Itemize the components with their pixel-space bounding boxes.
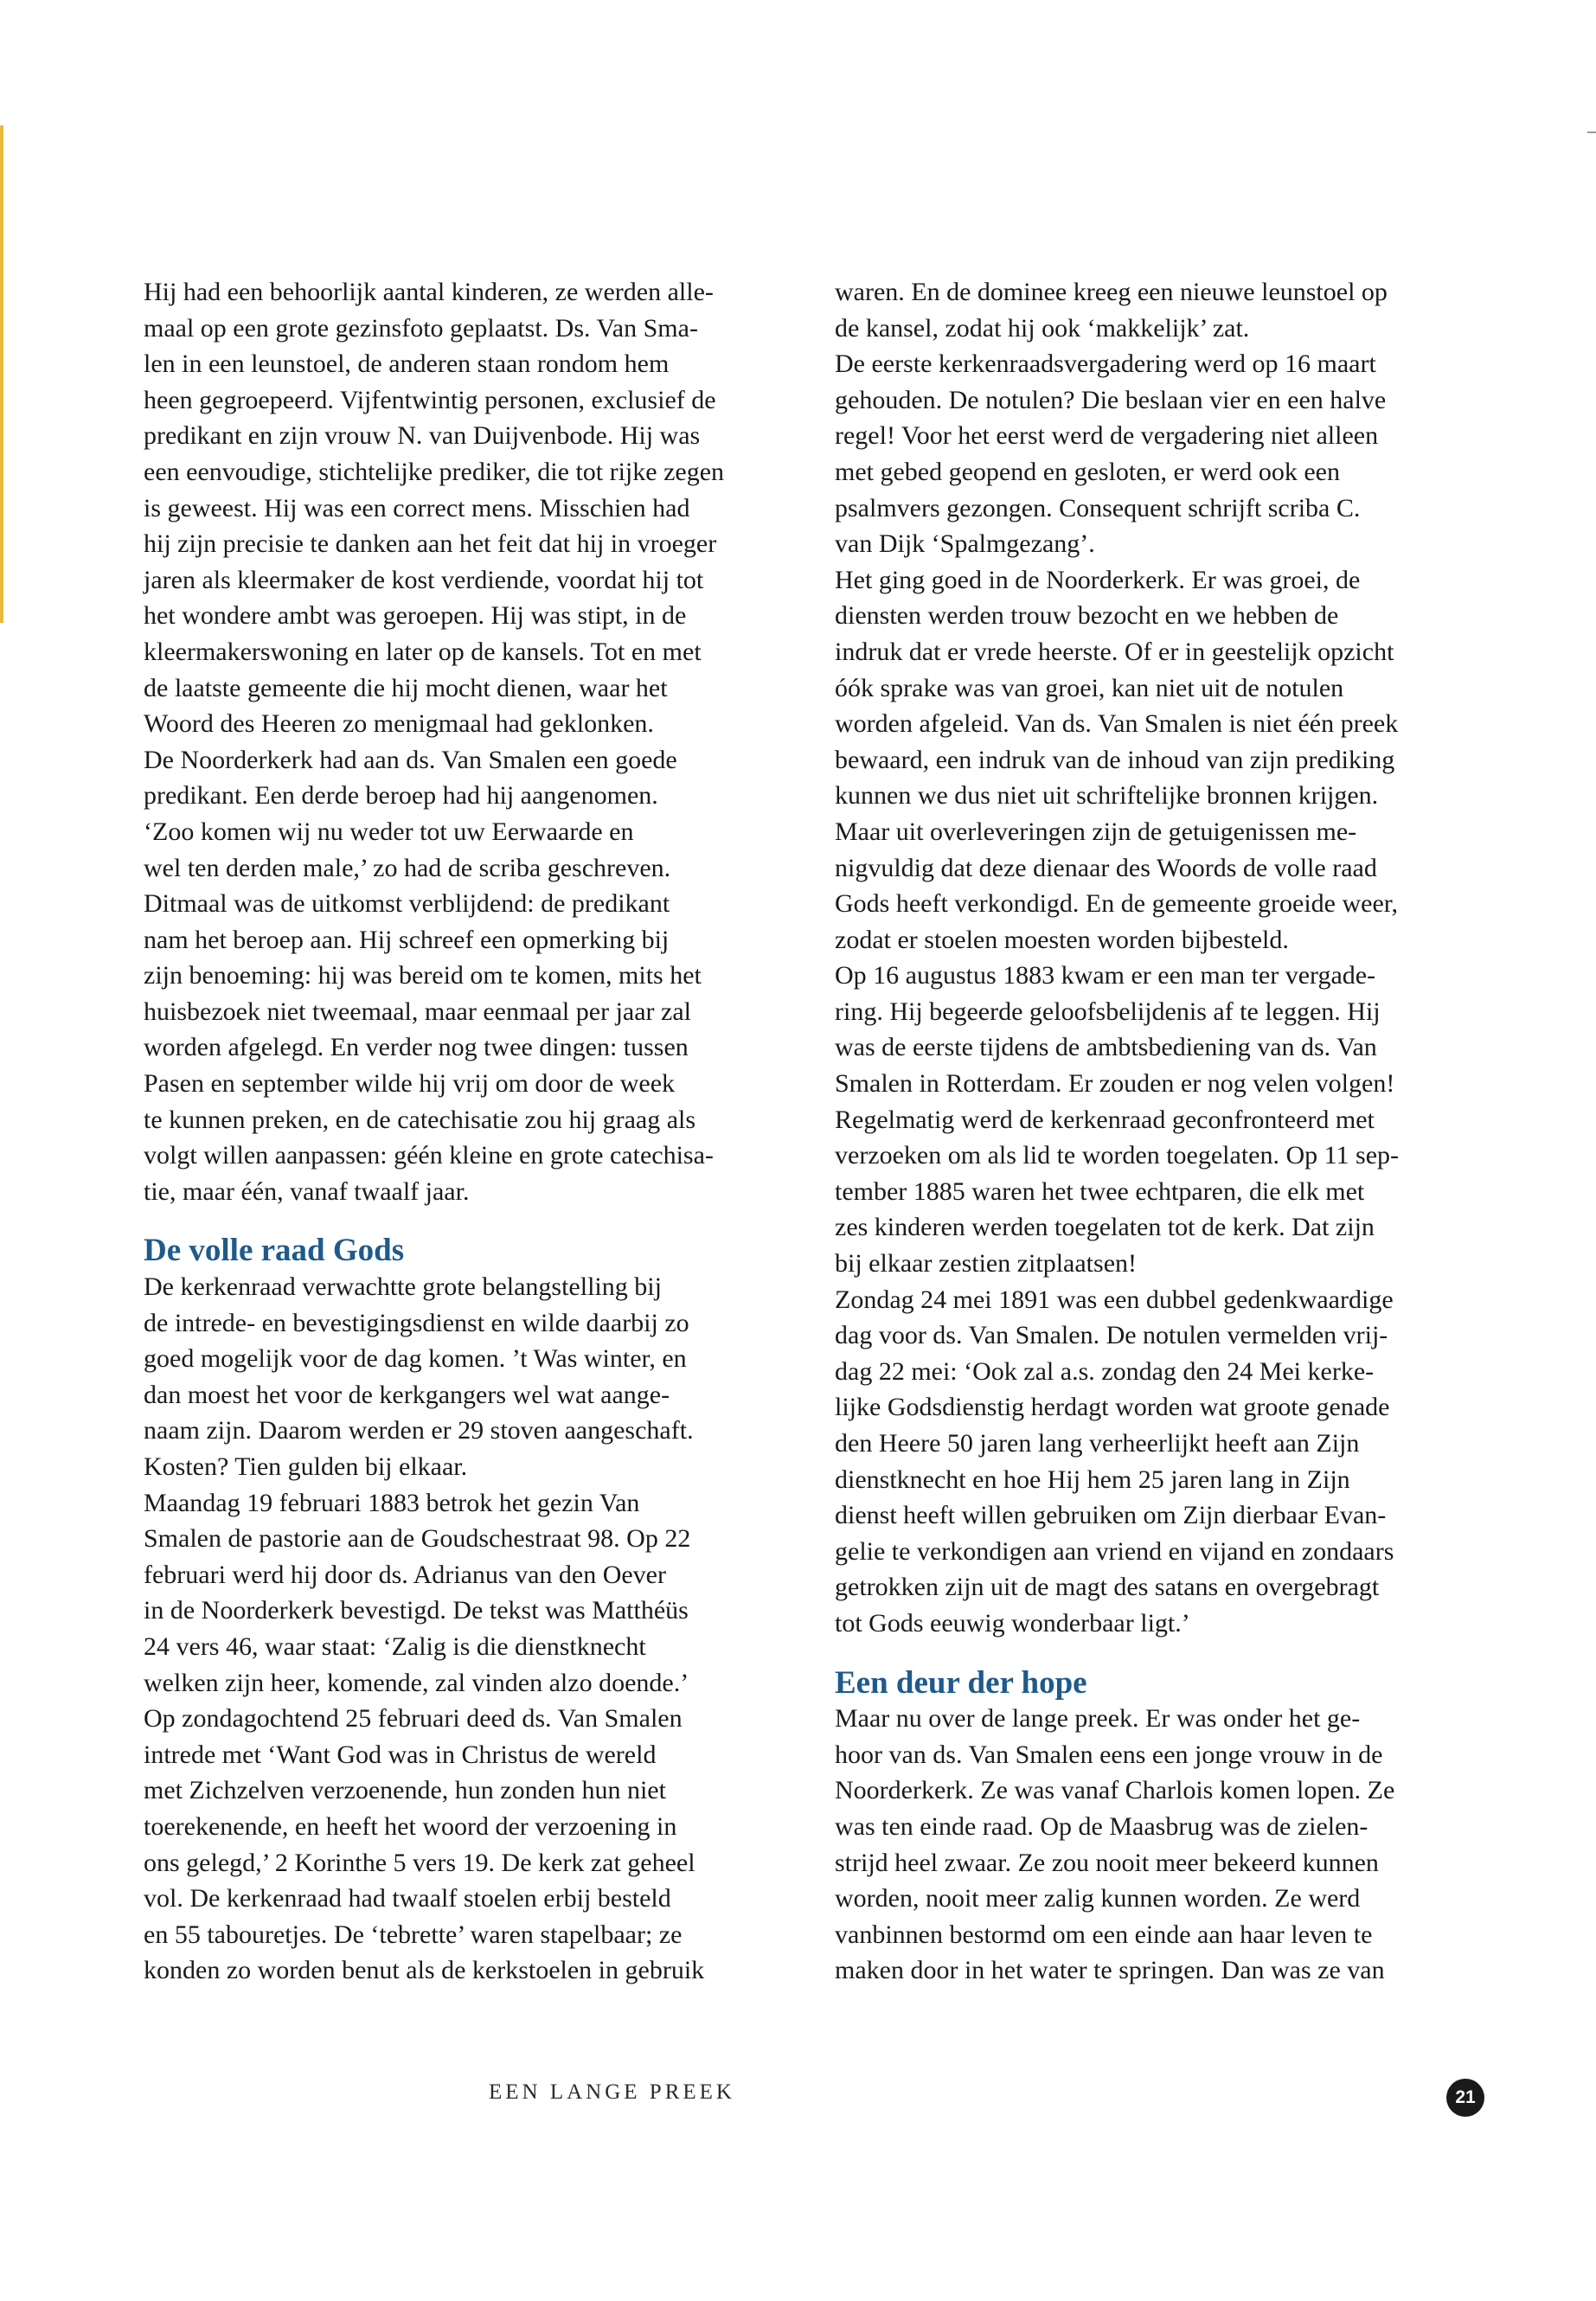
text-line: dag voor ds. Van Smalen. De notulen vermelden vrij- [835,1321,1388,1350]
text-line: was ten einde raad. Op de Maasbrug was de zielen- [835,1811,1368,1841]
text-line: jaren als kleermaker de kost verdiende, voordat hij tot [144,565,704,594]
text-line: Woord des Heeren zo menigmaal had geklonken. [144,709,654,739]
text-line: dienst heeft willen gebruiken om Zijn dierbaar Evan- [835,1501,1387,1530]
text-line: goed mogelijk voor de dag komen. ’t Was winter, en [144,1344,687,1374]
text-line: worden afgelegd. En verder nog twee dingen: tussen [144,1033,689,1062]
text-line: worden afgeleid. Van ds. Van Smalen is niet één preek [835,709,1399,739]
text-line: hoor van ds. Van Smalen eens een jonge vrouw in de [835,1740,1383,1769]
right-block-2 [835,1701,1492,1989]
text-line: len in een leunstoel, de anderen staan rondom hem [144,349,670,379]
text-line: volgt willen aanpassen: géén kleine en grote catechisa- [144,1141,714,1170]
text-line: óók sprake was van groei, kan niet uit de notulen [835,673,1344,702]
text-line: Gods heeft verkondigd. En de gemeente groeide weer, [835,889,1399,919]
text-line: maal op een grote gezinsfoto geplaatst. Ds. Van Sma- [144,313,698,343]
section-heading-deur-der-hope: Een deur der hope [835,1664,1087,1701]
text-line: welken zijn heer, komende, zal vinden alzo doende.’ [144,1668,689,1697]
text-line: dag 22 mei: ‘Ook zal a.s. zondag den 24 Mei kerke- [835,1356,1375,1386]
text-line: Smalen in Rotterdam. Er zouden er nog velen volgen! [835,1069,1395,1099]
text-line: van Dijk ‘Spalmgezang’. [835,529,1095,559]
text-line: ons gelegd,’ 2 Korinthe 5 vers 19. De kerk zat geheel [144,1848,695,1877]
text-line: zijn benoeming: hij was bereid om te komen, mits het [144,961,702,990]
text-line: Hij had een behoorlijk aantal kinderen, ze werden alle- [144,278,714,306]
text-line: zodat er stoelen moesten worden bijbesteld. [835,925,1289,954]
text-line: de laatste gemeente die hij mocht dienen, waar het [144,673,668,702]
text-line: lijke Godsdienstig herdagt worden wat groote genade [835,1393,1390,1422]
text-line: een eenvoudige, stichtelijke prediker, die tot rijke zegen [144,457,725,486]
text-line: en 55 tabouretjes. De ‘tebrette’ waren stapelbaar; ze [144,1920,683,1949]
text-line: tember 1885 waren het twee echtparen, die elk met [835,1176,1365,1206]
text-line: worden, nooit meer zalig kunnen worden. Ze werd [835,1884,1361,1913]
text-line: ring. Hij begeerde geloofsbelijdenis af te leggen. Hij [835,997,1381,1026]
running-footer-title: EEN LANGE PREEK [489,2080,735,2104]
text-line: toerekenende, en heeft het woord der verzoening in [144,1811,677,1841]
text-line: De Noorderkerk had aan ds. Van Smalen een goede [144,745,677,774]
text-line: te kunnen preken, en de catechisatie zou hij graag als [144,1105,696,1134]
text-line: dienstknecht en hoe Hij hem 25 jaren lang in Zijn [835,1465,1350,1494]
text-line: februari werd hij door ds. Adrianus van den Oever [144,1560,666,1589]
left-column [144,274,801,1989]
left-block-1 [144,274,801,1209]
text-line: het wondere ambt was geroepen. Hij was stipt, in de [144,601,687,631]
text-line: maken door in het water te springen. Dan was ze van [835,1956,1385,1985]
text-line: Op 16 augustus 1883 kwam er een man ter vergade- [835,961,1376,990]
right-column [835,274,1492,1989]
text-line: konden zo worden benut als de kerkstoelen in gebruik [144,1956,705,1985]
crop-mark [1587,131,1596,133]
text-line: De eerste kerkenraadsvergadering werd op 16 maart [835,349,1376,379]
text-line: de intrede- en bevestigingsdienst en wilde daarbij zo [144,1308,689,1337]
text-line: Pasen en september wilde hij vrij om door de week [144,1069,676,1099]
text-line: Regelmatig werd de kerkenraad geconfronteerd met [835,1105,1375,1134]
text-line: in de Noorderkerk bevestigd. De tekst was Matthéüs [144,1596,689,1625]
text-line: dan moest het voor de kerkgangers wel wat aange- [144,1380,670,1409]
text-line: predikant. Een derde beroep had hij aangenomen. [144,781,658,811]
text-line: de kansel, zodat hij ook ‘makkelijk’ zat. [835,313,1250,343]
text-line: Kosten? Tien gulden bij elkaar. [144,1452,468,1481]
text-line: indruk dat er vrede heerste. Of er in geestelijk opzicht [835,637,1394,666]
text-line: De kerkenraad verwachtte grote belangstelling bij [144,1272,662,1302]
text-line: met Zichzelven verzoenende, hun zonden hun niet [144,1776,666,1805]
text-line: hij zijn precisie te danken aan het feit dat hij in vroeger [144,529,717,559]
text-line: zes kinderen werden toegelaten tot de kerk. Dat zijn [835,1213,1375,1242]
text-line: verzoeken om als lid te worden toegelaten. Op 11 sep- [835,1141,1400,1170]
text-line: Het ging goed in de Noorderkerk. Er was groei, de [835,565,1361,594]
text-line: 24 vers 46, waar staat: ‘Zalig is die dienstknecht [144,1631,646,1661]
text-line: wel ten derden male,’ zo had de scriba geschreven. [144,853,671,882]
text-line: Zondag 24 mei 1891 was een dubbel gedenkwaardige [835,1285,1394,1314]
text-line: Noorderkerk. Ze was vanaf Charlois komen lopen. Ze [835,1776,1395,1805]
text-line: is geweest. Hij was een correct mens. Misschien had [144,493,690,522]
text-line: vanbinnen bestormd om een einde aan haar leven te [835,1920,1373,1949]
text-line: getrokken zijn uit de magt des satans en overgebragt [835,1573,1380,1602]
text-line: vol. De kerkenraad had twaalf stoelen erbij besteld [144,1884,671,1913]
text-line: predikant en zijn vrouw N. van Duijvenbode. Hij was [144,421,701,451]
text-line: heen gegroepeerd. Vijfentwintig personen, exclusief de [144,385,716,414]
text-line: bewaard, een indruk van de inhoud van zijn prediking [835,745,1395,774]
text-line: gehouden. De notulen? Die beslaan vier en een halve [835,385,1387,414]
text-line: Op zondagochtend 25 februari deed ds. Van Smalen [144,1704,683,1734]
text-line: nigvuldig dat deze dienaar des Woords de volle raad [835,853,1377,882]
text-line: diensten werden trouw bezocht en we hebben de [835,601,1339,631]
text-line: kleermakerswoning en later op de kansels. Tot en met [144,637,702,666]
text-line: was de eerste tijdens de ambtsbediening van ds. Van [835,1033,1377,1062]
text-line: ‘Zoo komen wij nu weder tot uw Eerwaarde en [144,817,634,846]
text-line: bij elkaar zestien zitplaatsen! [835,1249,1137,1279]
text-line: huisbezoek niet tweemaal, maar eenmaal per jaar zal [144,997,691,1026]
page-number-badge: 21 [1446,2079,1484,2117]
text-line: waren. En de dominee kreeg een nieuwe leunstoel op [835,278,1388,306]
text-line: strijd heel zwaar. Ze zou nooit meer bekeerd kunnen [835,1848,1379,1877]
right-block-1 [835,274,1492,1642]
section-heading-volle-raad: De volle raad Gods [144,1233,405,1269]
text-line: regel! Voor het eerst werd de vergadering niet alleen [835,421,1379,451]
text-line: psalmvers gezongen. Consequent schrijft scriba C. [835,493,1361,522]
text-line: nam het beroep aan. Hij schreef een opmerking bij [144,925,670,954]
text-line: Ditmaal was de uitkomst verblijdend: de predikant [144,889,670,919]
text-line: Maandag 19 februari 1883 betrok het gezin Van [144,1488,640,1517]
left-block-2 [144,1269,801,1989]
text-line: kunnen we dus niet uit schriftelijke bronnen krijgen. [835,781,1379,811]
text-line: Smalen de pastorie aan de Goudschestraat 98. Op 22 [144,1524,691,1554]
text-line: met gebed geopend en gesloten, er werd ook een [835,457,1340,486]
text-line: intrede met ‘Want God was in Christus de wereld [144,1740,657,1769]
text-line: Maar uit overleveringen zijn de getuigenissen me- [835,817,1357,846]
text-line: den Heere 50 jaren lang verheerlijkt heeft aan Zijn [835,1429,1360,1458]
text-line: naam zijn. Daarom werden er 29 stoven aangeschaft. [144,1416,694,1445]
text-line: tot Gods eeuwig wonderbaar ligt.’ [835,1608,1190,1638]
text-line: Maar nu over de lange preek. Er was onder het ge- [835,1704,1361,1734]
gold-edge-stripe [0,125,3,623]
text-line: tie, maar één, vanaf twaalf jaar. [144,1176,470,1206]
text-line: gelie te verkondigen aan vriend en vijand en zondaars [835,1536,1394,1566]
